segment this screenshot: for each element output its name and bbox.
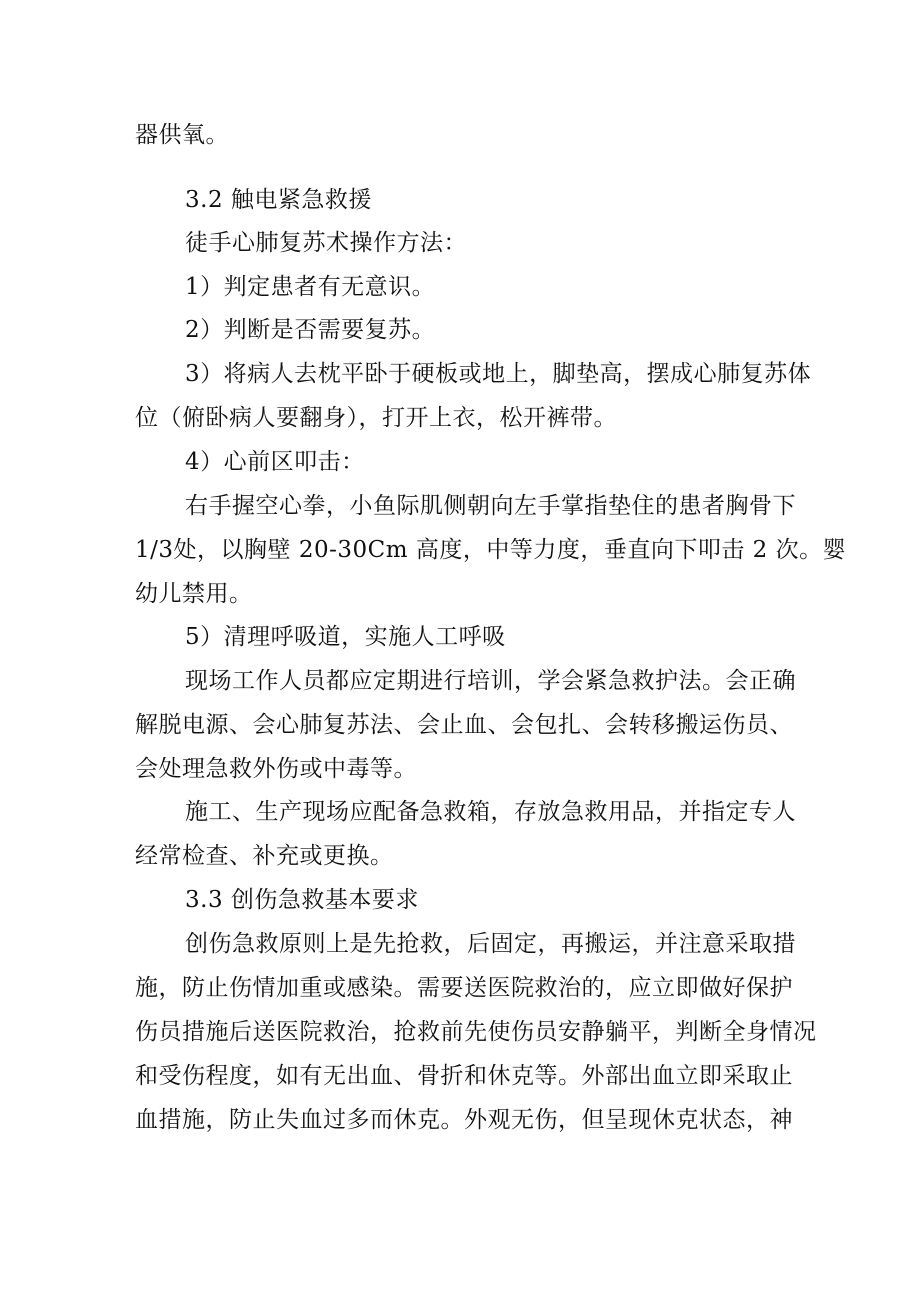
text-line: 施工、生产现场应配备急救箱，存放急救用品，并指定专人 bbox=[185, 799, 796, 825]
text-line: 右手握空心拳，小鱼际肌侧朝向左手掌指垫住的患者胸骨下 bbox=[185, 493, 796, 519]
text-line: 1/3处，以胸壁 20-30Cm 高度，中等力度，垂直向下叩击 2 次。婴 bbox=[135, 537, 847, 563]
text-line: 位（俯卧病人要翻身），打开上衣，松开裤带。 bbox=[135, 405, 617, 431]
list-item: 1）判定患者有无意识。 bbox=[185, 274, 436, 300]
text-line: 现场工作人员都应定期进行培训，学会紧急救护法。会正确 bbox=[185, 668, 796, 694]
text-line: 和受伤程度，如有无出血、骨折和休克等。外部出血立即采取止 bbox=[135, 1063, 793, 1089]
text-line: 创伤急救原则上是先抢救，后固定，再搬运，并注意采取措 bbox=[185, 931, 796, 957]
text-line: 解脱电源、会心肺复苏法、会止血、会包扎、会转移搬运伤员、 bbox=[135, 712, 793, 738]
list-item: 5）清理呼吸道，实施人工呼吸 bbox=[185, 624, 506, 650]
text-line: 会处理急救外伤或中毒等。 bbox=[135, 756, 417, 782]
list-item: 2）判断是否需要复苏。 bbox=[185, 317, 436, 343]
section-heading-3-3: 3.3 创伤急救基本要求 bbox=[185, 887, 419, 913]
text-line: 经常检查、补充或更换。 bbox=[135, 843, 394, 869]
text-line: 器供氧。 bbox=[135, 122, 229, 148]
text-line: 幼儿禁用。 bbox=[135, 581, 253, 607]
list-item: 3）将病人去枕平卧于硬板或地上，脚垫高，摆成心肺复苏体 bbox=[185, 361, 812, 387]
text-line: 血措施，防止失血过多而休克。外观无伤，但呈现休克状态，神 bbox=[135, 1107, 793, 1133]
text-line: 施，防止伤情加重或感染。需要送医院救治的，应立即做好保护 bbox=[135, 975, 793, 1001]
section-heading-3-2: 3.2 触电紧急救援 bbox=[185, 187, 372, 213]
list-item: 4）心前区叩击： bbox=[185, 449, 365, 475]
text-line: 伤员措施后送医院救治，抢救前先使伤员安静躺平，判断全身情况 bbox=[135, 1019, 817, 1045]
text-line: 徒手心肺复苏术操作方法： bbox=[185, 230, 467, 256]
